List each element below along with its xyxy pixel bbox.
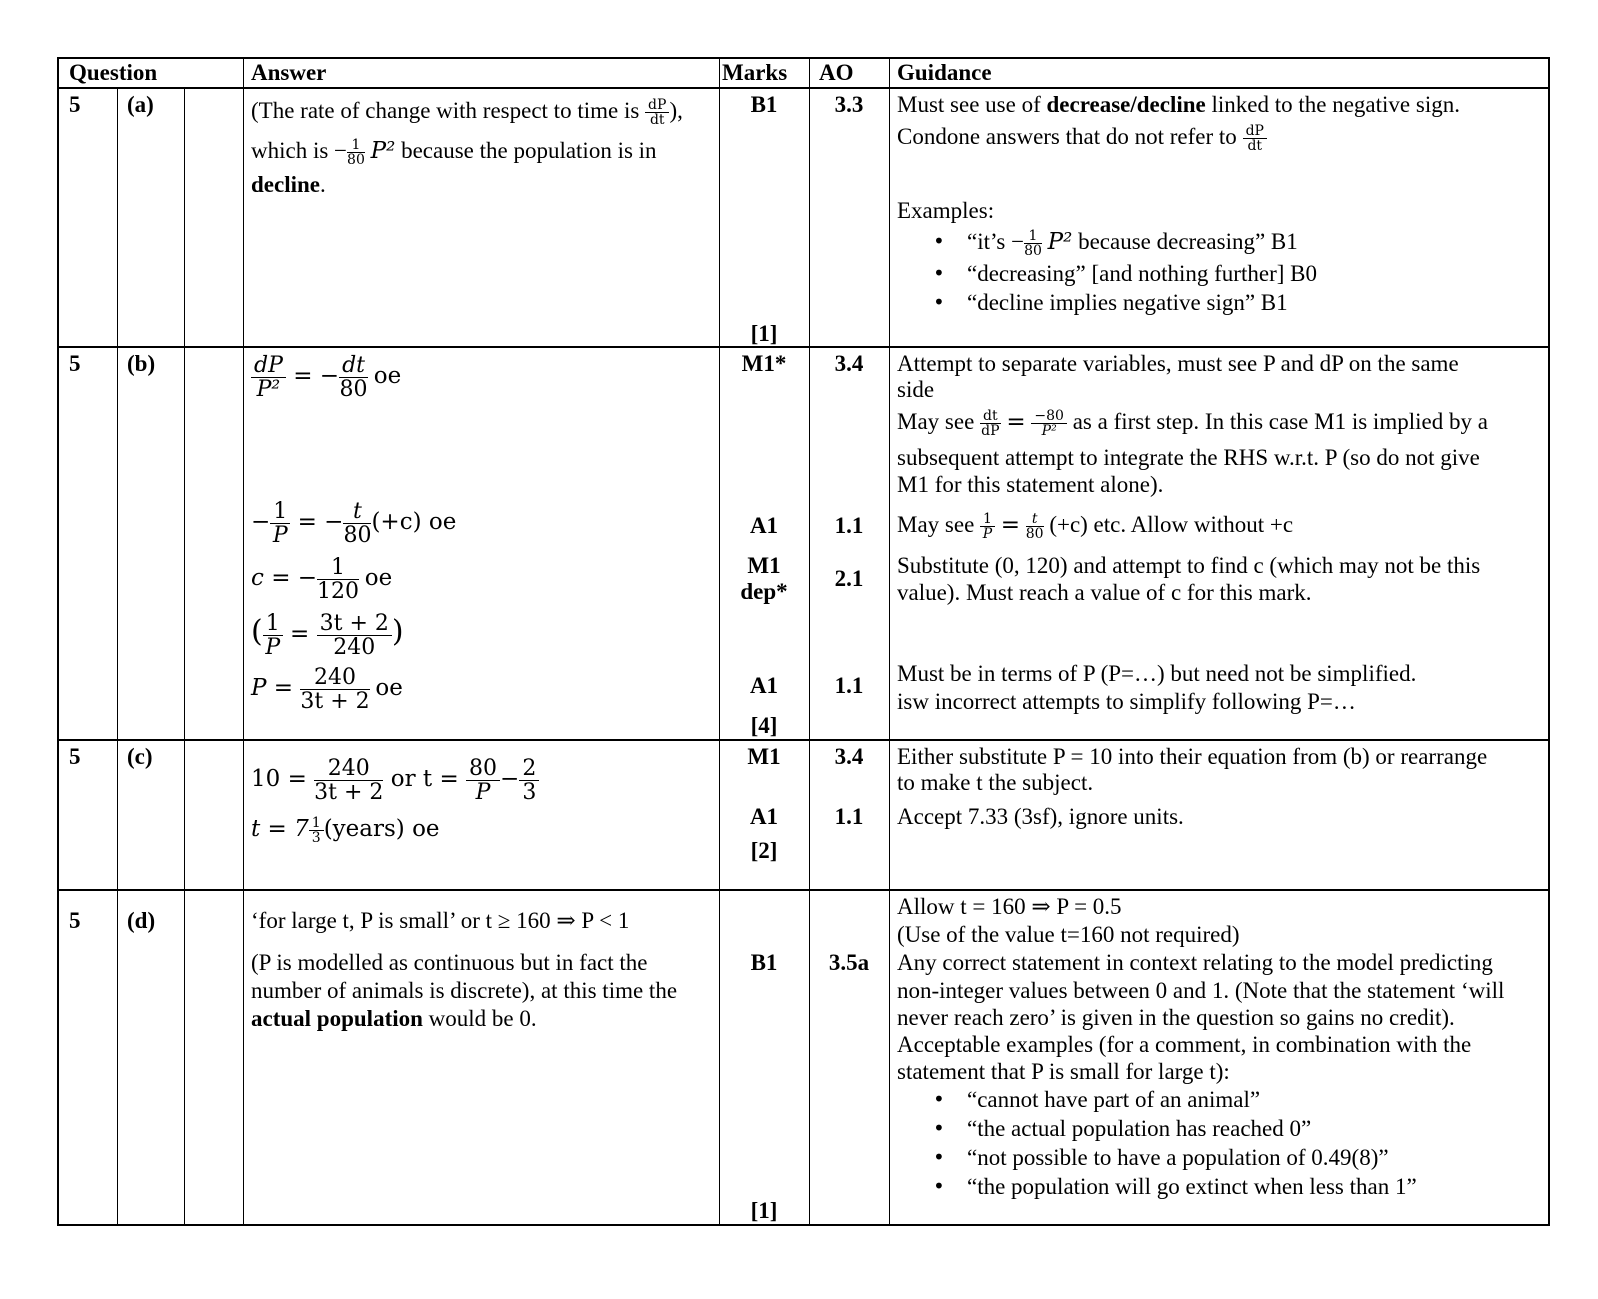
fraction-num: 1: [263, 612, 283, 636]
col-divider: [243, 89, 244, 346]
fraction-num: 3t + 2: [317, 612, 392, 636]
answer-text: ),: [669, 98, 683, 123]
fraction-num: 1: [317, 556, 359, 580]
guidance-text: May see: [897, 409, 975, 434]
col-divider: [117, 891, 118, 1224]
list-item: • “decline implies negative sign” B1: [897, 288, 1317, 317]
fraction: [339, 354, 368, 401]
guidance-text: Condone answers that do not refer to: [897, 124, 1237, 149]
math-term: = −: [290, 508, 344, 535]
fraction-den: dt: [649, 112, 665, 129]
guidance-text: May see: [897, 512, 975, 537]
fraction-num: 1: [270, 500, 290, 524]
guidance-line: subsequent attempt to integrate the RHS w.r.t. P (so do not give: [897, 445, 1480, 470]
fraction-den: P: [475, 780, 491, 806]
fraction: [314, 757, 383, 804]
guidance-line: to make t the subject.: [897, 770, 1094, 795]
guidance-line: [897, 123, 1267, 154]
fraction: [317, 612, 392, 659]
fraction-num: 1: [309, 816, 324, 832]
mark-code: B1: [750, 950, 778, 975]
guidance-line: Allow t = 160 ⇒ P = 0.5: [897, 894, 1122, 919]
fraction-num: t: [1026, 512, 1044, 528]
col-divider: [809, 89, 810, 346]
fraction-den: 80: [339, 377, 368, 403]
header-ao: AO: [819, 60, 854, 85]
mark-total: [1]: [750, 321, 778, 346]
fraction-num: dP: [251, 354, 286, 378]
answer-equation: [251, 556, 392, 603]
guidance-line: Attempt to separate variables, must see P and dP on the same: [897, 351, 1459, 376]
header-guidance: Guidance: [897, 60, 992, 85]
ao-code: 1.1: [834, 513, 864, 538]
row-5d: [59, 889, 1548, 1224]
guidance-line: Substitute (0, 120) and attempt to find c (which may not be this: [897, 553, 1481, 578]
answer-line: [251, 1005, 537, 1033]
header-answer: Answer: [251, 60, 327, 85]
fraction: [270, 500, 290, 547]
fraction-num: 80: [466, 757, 500, 781]
col-divider: [889, 348, 890, 739]
fraction: [1026, 512, 1044, 542]
answer-equation: [251, 815, 440, 846]
col-divider: [184, 741, 185, 889]
col-divider: [243, 741, 244, 889]
answer-text: (The rate of change with respect to time is: [251, 98, 640, 123]
col-divider: [184, 89, 185, 346]
fraction: [519, 757, 539, 804]
math-term: −: [500, 765, 520, 792]
col-divider: [889, 59, 890, 87]
question-part: (a): [127, 92, 154, 117]
fraction-den: P: [982, 526, 993, 543]
answer-line: [251, 171, 326, 199]
fraction-den: 3: [311, 830, 321, 847]
fraction: [980, 512, 995, 542]
fraction: [317, 556, 359, 603]
question-part: (d): [127, 908, 156, 933]
answer-line: [251, 137, 657, 168]
answer-text: would be 0.: [422, 1006, 537, 1031]
guidance-text: linked to the negative sign.: [1205, 92, 1460, 117]
fraction-num: −80: [1031, 409, 1067, 425]
fraction-den: 3t + 2: [314, 780, 384, 806]
guidance-line: [897, 91, 1460, 119]
col-divider: [184, 348, 185, 739]
fraction: [1031, 409, 1067, 439]
guidance-text: as a first step. In this case M1 is implied by a: [1066, 409, 1488, 434]
col-divider: [719, 891, 720, 1224]
ao-code: 2.1: [834, 566, 864, 591]
col-divider: [117, 348, 118, 739]
fraction-num: 240: [300, 666, 369, 690]
guidance-text: “it’s −: [967, 229, 1025, 254]
fraction-num: 1: [980, 512, 995, 528]
col-divider: [889, 891, 890, 1224]
fraction-den: 3: [522, 780, 537, 806]
fraction: [466, 757, 500, 804]
question-part: (b): [127, 351, 156, 376]
list-item: [897, 227, 1317, 259]
col-divider: [243, 59, 244, 87]
fraction: [300, 666, 369, 713]
math-term: or t =: [383, 765, 467, 792]
answer-bold: decline: [251, 172, 320, 197]
question-number: 5: [69, 351, 81, 376]
col-divider: [809, 891, 810, 1224]
guidance-line: Must be in terms of P (P=…) but need not be simplified.: [897, 661, 1417, 686]
fraction-den: 120: [317, 579, 360, 605]
guidance-line: Examples:: [897, 198, 995, 223]
examples-list: [897, 1085, 1417, 1201]
fraction-den: P²: [1041, 423, 1057, 440]
guidance-line: Acceptable examples (for a comment, in combination with the: [897, 1032, 1472, 1057]
ao-code: 3.4: [834, 351, 864, 376]
guidance-line: non-integer values between 0 and 1. (Note that the statement ‘will: [897, 978, 1505, 1003]
ao-code: 1.1: [834, 673, 864, 698]
list-item: • “not possible to have a population of 0.49(8)”: [897, 1143, 1417, 1172]
answer-line: ‘for large t, P is small’ or t ≥ 160 ⇒ P < 1: [251, 908, 630, 933]
question-number: 5: [69, 744, 81, 769]
math-term: = −: [285, 362, 340, 389]
ao-code: 3.3: [834, 92, 864, 117]
math-term: =: [1000, 512, 1020, 538]
mark-code: A1: [749, 804, 779, 829]
math-term: P²: [1047, 229, 1073, 255]
ao-code: 1.1: [834, 804, 864, 829]
fraction-den: 80: [1024, 243, 1042, 260]
examples-list: [897, 227, 1317, 317]
oe-label: oe: [364, 564, 393, 591]
mark-scheme-table: [57, 57, 1550, 1226]
fraction-num: 240: [314, 757, 383, 781]
col-divider: [184, 891, 185, 1224]
answer-text: .: [320, 172, 326, 197]
mark-code: dep*: [740, 579, 788, 604]
question-number: 5: [69, 908, 81, 933]
answer-equation: [251, 500, 456, 547]
oe-label: oe: [373, 362, 402, 389]
fraction-den: P: [272, 523, 288, 549]
fraction-num: 1: [1024, 229, 1042, 245]
answer-text: because the population is in: [395, 138, 657, 163]
guidance-line: Either substitute P = 10 into their equation from (b) or rearrange: [897, 744, 1488, 769]
math-term: (: [251, 613, 263, 649]
answer-line: [251, 97, 683, 128]
math-term: 10 =: [251, 765, 315, 792]
mark-code: A1: [749, 513, 779, 538]
fraction-den: dt: [1247, 138, 1263, 155]
col-divider: [719, 59, 720, 87]
guidance-text: (+c) etc. Allow without +c: [1049, 512, 1294, 537]
row-5a: [59, 87, 1548, 346]
fraction: [343, 500, 371, 547]
mark-total: [4]: [750, 713, 778, 738]
question-number: 5: [69, 92, 81, 117]
fraction-den: 80: [347, 152, 365, 169]
math-term: t = 7: [251, 816, 309, 842]
guidance-line: never reach zero’ is given in the question so gains no credit).: [897, 1005, 1455, 1030]
fraction-den: dP: [981, 423, 1000, 440]
math-term: −: [251, 508, 271, 535]
math-term: =: [1006, 409, 1026, 435]
col-divider: [243, 348, 244, 739]
answer-line: (P is modelled as continuous but in fact the: [251, 950, 648, 975]
fraction-num: 1: [347, 138, 365, 154]
fraction-num: t: [343, 500, 371, 524]
math-term: =: [282, 620, 317, 647]
guidance-line: statement that P is small for large t):: [897, 1059, 1230, 1084]
answer-equation: [251, 612, 404, 659]
fraction: [980, 409, 1001, 439]
col-divider: [117, 89, 118, 346]
list-item: • “decreasing” [and nothing further] B0: [897, 259, 1317, 288]
fraction: [263, 612, 283, 659]
guidance-line: Accept 7.33 (3sf), ignore units.: [897, 804, 1184, 829]
fraction-den: 240: [333, 635, 376, 661]
guidance-line: [897, 511, 1293, 542]
guidance-text: because decreasing” B1: [1072, 229, 1298, 254]
col-divider: [117, 741, 118, 889]
guidance-text: Must see use of: [897, 92, 1047, 117]
list-item: • “cannot have part of an animal”: [897, 1085, 1417, 1114]
row-5b: [59, 346, 1548, 739]
mark-code: M1*: [741, 351, 787, 376]
math-term: P²: [370, 138, 396, 164]
answer-equation: [251, 757, 539, 804]
guidance-bold: decrease/decline: [1046, 92, 1206, 117]
oe-label: oe: [375, 674, 403, 701]
guidance-line: [897, 408, 1488, 439]
fraction: [309, 816, 324, 846]
fraction-den: 3t + 2: [300, 689, 370, 715]
col-divider: [889, 741, 890, 889]
guidance-line: Any correct statement in context relating to the model predicting: [897, 950, 1493, 975]
fraction: [347, 138, 365, 168]
mark-total: [1]: [750, 1198, 778, 1223]
list-item: • “the population will go extinct when less than 1”: [897, 1172, 1417, 1201]
fraction-den: 80: [1025, 526, 1044, 543]
col-divider: [809, 59, 810, 87]
answer-bold: actual population: [251, 1006, 423, 1031]
fraction-den: P²: [256, 377, 281, 403]
ao-code: 3.4: [834, 744, 864, 769]
fraction-num: 2: [519, 757, 539, 781]
math-term: ): [391, 613, 404, 649]
math-term: (+c) oe: [371, 508, 457, 535]
question-part: (c): [127, 744, 153, 769]
mark-total: [2]: [750, 838, 778, 863]
mark-code: A1: [749, 673, 779, 698]
fraction-num: dP: [645, 98, 669, 114]
mark-code: M1: [747, 744, 781, 769]
answer-text: which is −: [251, 138, 348, 163]
fraction: [251, 354, 286, 401]
mark-code: B1: [750, 92, 778, 117]
fraction-num: dt: [339, 354, 368, 378]
math-term: P =: [251, 674, 301, 701]
fraction: [645, 98, 669, 128]
guidance-line: M1 for this statement alone).: [897, 472, 1164, 497]
fraction-den: P: [265, 635, 281, 661]
fraction-num: dP: [1243, 124, 1267, 140]
guidance-line: isw incorrect attempts to simplify following P=…: [897, 689, 1356, 714]
header-question: Question: [69, 60, 158, 85]
guidance-line: value). Must reach a value of c for this mark.: [897, 580, 1312, 605]
header-marks: Marks: [722, 60, 788, 85]
answer-line: number of animals is discrete), at this time the: [251, 978, 678, 1003]
fraction: [1024, 229, 1042, 259]
fraction-num: dt: [980, 409, 1001, 425]
fraction: [1243, 124, 1267, 154]
math-term: (years) oe: [323, 816, 440, 842]
col-divider: [889, 89, 890, 346]
header-row: [59, 59, 1548, 87]
row-5c: [59, 739, 1548, 889]
mark-code: M1: [747, 553, 781, 578]
math-term: c = −: [251, 564, 318, 591]
guidance-line: (Use of the value t=160 not required): [897, 922, 1240, 947]
guidance-line: side: [897, 377, 935, 402]
col-divider: [719, 89, 720, 346]
ao-code: 3.5a: [828, 950, 870, 975]
answer-equation: [251, 666, 403, 713]
col-divider: [243, 891, 244, 1224]
list-item: • “the actual population has reached 0”: [897, 1114, 1417, 1143]
fraction-den: 80: [343, 523, 372, 549]
answer-equation: [251, 354, 401, 401]
